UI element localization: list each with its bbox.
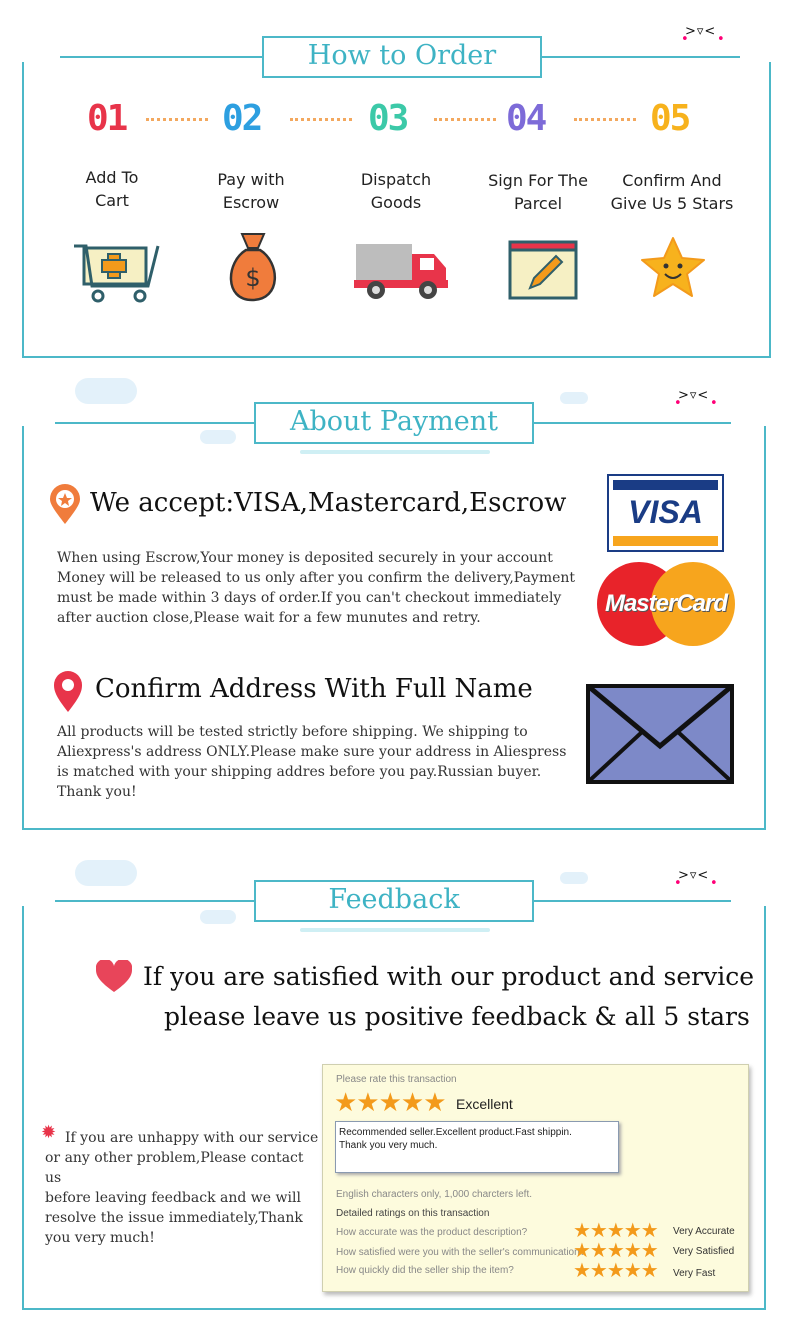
visa-label: VISA	[628, 494, 703, 530]
feedback-title: Feedback	[254, 880, 534, 922]
step-label-1: Add To Cart	[85, 168, 139, 210]
smiling-star-icon	[640, 236, 706, 298]
dotted-connector	[434, 118, 496, 121]
feedback-rating-panel	[322, 1064, 749, 1292]
about-payment-title: About Payment	[254, 402, 534, 444]
address-heading: Confirm Address With Full Name	[95, 674, 533, 704]
cloud-decoration	[75, 860, 137, 886]
step-number-2: 02	[222, 98, 262, 139]
step-number-4: 04	[506, 98, 546, 139]
cute-face-icon: >▿< • •	[681, 24, 726, 47]
heart-icon	[96, 960, 132, 994]
sign-document-icon	[508, 240, 578, 300]
step-number-3: 03	[368, 98, 408, 139]
step-number-1: 01	[87, 98, 127, 139]
rating-stars[interactable]: ★★★★★	[573, 1260, 658, 1282]
rating-question: How quickly did the seller ship the item?	[336, 1265, 514, 1276]
char-note: English characters only, 1,000 charcters left.	[336, 1189, 533, 1200]
title-underline	[300, 928, 490, 932]
step-label-5: Confirm And Give Us 5 Stars	[610, 171, 734, 213]
cloud-decoration	[560, 392, 588, 404]
cloud-decoration	[75, 378, 137, 404]
feedback-headline-2: please leave us positive feedback & all 5 stars	[164, 1002, 750, 1031]
comment-box[interactable]: Recommended seller.Excellent product.Fast shippin. Thank you very much.	[335, 1121, 619, 1173]
shopping-cart-icon	[74, 240, 164, 304]
rating-stars[interactable]: ★★★★★	[573, 1220, 658, 1242]
rating-answer: Very Fast	[673, 1268, 716, 1279]
dotted-connector	[146, 118, 208, 121]
rating-label: Excellent	[456, 1096, 513, 1112]
accept-text: When using Escrow,Your money is deposited securely in your account Money will be released to us only after you confirm the delivery,Payment must be made within 3 days of order.If you can't checkout immediately after auction close,Please wait for a few munutes and retry.	[57, 550, 576, 626]
step-label-2: Pay with Escrow	[217, 170, 285, 212]
money-bag-icon	[222, 230, 284, 302]
dotted-connector	[574, 118, 636, 121]
address-text: All products will be tested strictly before shipping. We shipping to Aliexpress's address ONLY.Please make sure your address in Aliespress is matched with your shipping addres before you pay.Russian buyer. Thank you!	[57, 724, 567, 800]
feedback-headline-1: If you are satisfied with our product and service	[143, 962, 755, 991]
rating-question: How satisfied were you with the seller's communication?	[336, 1247, 586, 1258]
title-underline	[300, 450, 490, 454]
step-label-3: Dispatch Goods	[360, 170, 432, 212]
envelope-icon	[586, 684, 734, 784]
step-label-4: Sign For The Parcel	[488, 171, 588, 213]
dotted-connector	[290, 118, 352, 121]
cloud-decoration	[560, 872, 588, 884]
cute-face-icon: >▿< • •	[674, 868, 719, 891]
mastercard-label: MasterCard	[604, 590, 728, 617]
detail-title: Detailed ratings on this transaction	[336, 1208, 490, 1219]
step-number-5: 05	[650, 98, 690, 139]
mastercard-logo	[597, 562, 735, 646]
visa-logo	[607, 474, 724, 552]
delivery-truck-icon	[354, 240, 450, 302]
overall-stars[interactable]: ★★★★★	[334, 1087, 446, 1117]
rating-stars[interactable]: ★★★★★	[573, 1240, 658, 1262]
cute-face-icon: >▿< • •	[674, 388, 719, 411]
rating-question: How accurate was the product description?	[336, 1227, 528, 1238]
lightbulb-icon: ✹	[41, 1122, 57, 1143]
rating-answer: Very Satisfied	[673, 1246, 735, 1257]
rate-prompt: Please rate this transaction	[336, 1074, 457, 1085]
how-to-order-title: How to Order	[262, 36, 542, 78]
svg-text:$: $	[245, 264, 261, 292]
rating-answer: Very Accurate	[673, 1226, 735, 1237]
unhappy-text: If you are unhappy with our service or any other problem,Please contact us before leaving feedback and we will resolve the issue immediately,Thank you very much!	[45, 1130, 319, 1246]
star-location-pin-icon	[48, 484, 82, 526]
accept-heading: We accept:VISA,Mastercard,Escrow	[90, 488, 567, 518]
location-pin-icon	[52, 670, 84, 714]
